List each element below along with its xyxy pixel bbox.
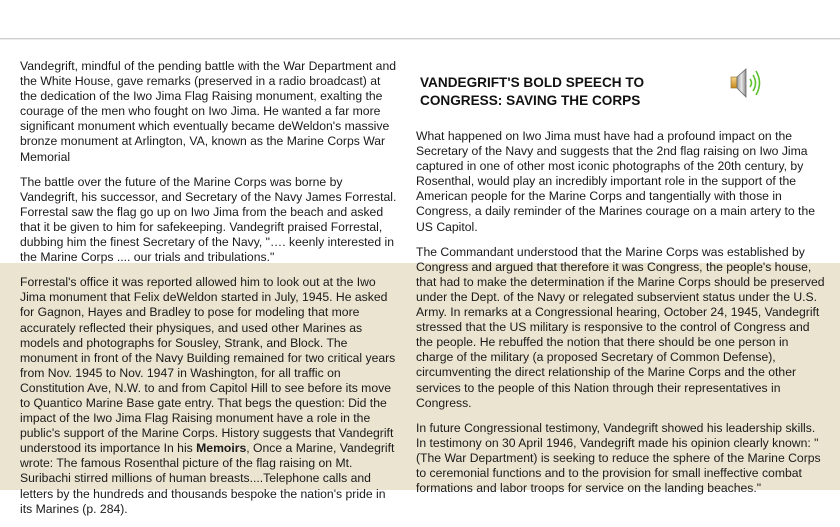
- top-divider: [0, 38, 840, 40]
- paragraph-commandant: The Commandant understood that the Marine Corps was established by Congress and argued that therefore it was Congress, the people's house, that had to make the determination if the Marine Corps should be preserved under the Dept. of the Navy or relegated subservient status under the U.S. Army. In remarks at a Congressional hearing, October 24, 1945, Vandegrift stressed that the US military is responsive to the control of Congress and the people. He rebuffed the notion that there should be one person in charge of the military (a proposed Secretary of Common Defense), circumventing the direct relationship of the Marine Corps and the other services to the people of this Nation through their representatives in Congress.: [416, 244, 825, 410]
- memoirs-bold: Memoirs: [196, 441, 247, 456]
- paragraph-monument-text-a: Forrestal's office it was reported allowed him to look out at the Iwo Jima monument that Felix deWeldon started in July, 1945. He asked for Gagnon, Hayes and Bradley to pose for modeling that more accurately reflected their physiques, and used other Marines as models and photographs for Sousley, Strank, and Block. The monument in front of the Navy Building remained for two critical years from Nov. 1945 to Nov. 1947 in Washington, for all traffic on Constitution Ave, N.W. to and from Capitol Hill to see before its move to Quantico Marine Base gate entry. That begs the question: Did the impact of the Iwo Jima Flag Raising monument have a role in the public's support of the Marine Corps. History suggests that Vandegrift understood its importance In his: [20, 275, 396, 456]
- paragraph-secretary-impact: What happened on Iwo Jima must have had a profound impact on the Secretary of the Navy and suggests that the 2nd flag raising on Iwo Jima captured in one of other most iconic photographs of the 20th century, by Rosenthal, would play an incredibly important role in the support of the American people for the Marine Corps and tangentially with those in Congress, a daily reminder of the Marines courage on a main artery to the US Capitol.: [416, 129, 816, 234]
- right-column: [416, 129, 826, 506]
- paragraph-forrestal: The battle over the future of the Marine Corps was borne by Vandegrift, his successor, and Secretary of the Navy James Forrestal. Forrestal saw the flag go up on Iwo Jima from the beach and asked that it be given to him for safekeeping. Vandegrift praised Forrestal, dubbing him the finest Secretary of the Navy, "…. keenly interested in the Marine Corps .... our trials and tribulations.": [20, 174, 397, 265]
- speaker-icon-graphic: [728, 66, 768, 100]
- section-title: VANDEGRIFT'S BOLD SPEECH TO CONGRESS: SAVING THE CORPS: [420, 75, 645, 108]
- speaker-icon[interactable]: [728, 66, 768, 100]
- paragraph-dedication: Vandegrift, mindful of the pending battle with the War Department and the White House, gave remarks (preserved in a radio broadcast) at the dedication of the Iwo Jima Flag Raising monument, exalting the courage of the men who fought on Iwo Jima. He wanted a far more significant monument which eventually became deWeldon's massive bronze monument at Arlington, VA, known as the Marine Corps War Memorial: [20, 59, 396, 164]
- paragraph-monument-text-b: , Once a Marine, Vandegrift wrote: The famous Rosenthal picture of the flag raising on Mt. Suribachi stirred millions of human breasts....Telephone calls and letters by the hundreds and thousands bespoke the nation's pride in its Marines (p. 284).: [20, 441, 395, 516]
- left-column: [20, 59, 400, 527]
- paragraph-testimony: In future Congressional testimony, Vandegrift showed his leadership skills. In testimony on 30 April 1946, Vandegrift made his opinion clearly known: "(The War Department) is seeking to reduce the sphere of the Marine Corps to ceremonial functions and to the provision for small ineffective combat formations and labor troops for service on the landing beaches.": [416, 420, 821, 496]
- paragraph-monument: [20, 275, 400, 517]
